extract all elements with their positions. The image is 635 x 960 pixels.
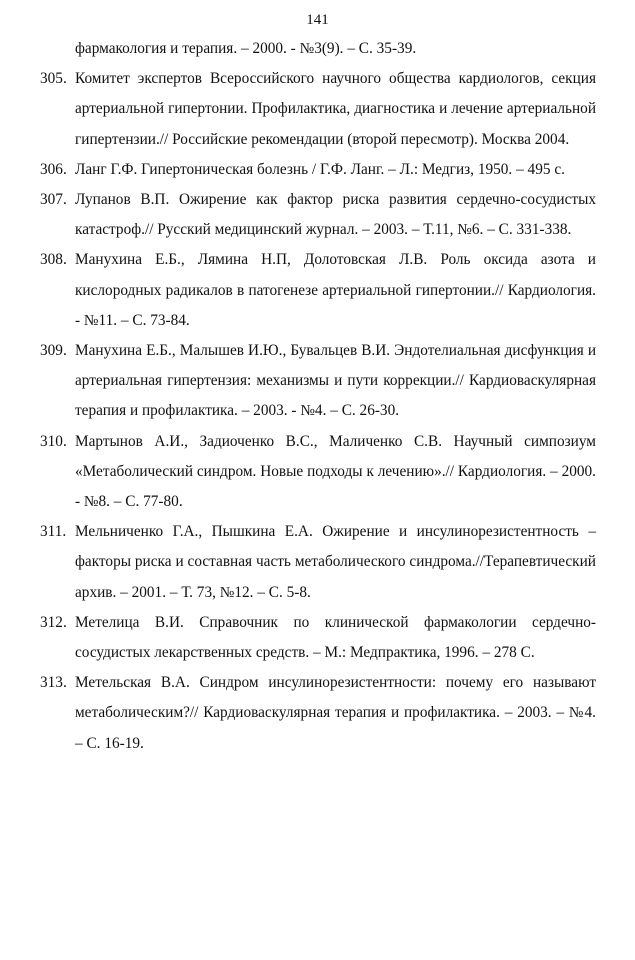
- reference-number: 313.: [40, 674, 67, 692]
- reference-number: 311.: [40, 523, 67, 541]
- reference-number: 312.: [40, 613, 67, 631]
- reference-continuation-text: фармакология и терапия. – 2000. - №3(9). – С. 35-39.: [75, 40, 417, 57]
- reference-text: Лупанов В.П. Ожирение как фактор риска развития сердечно-сосудистых катастроф.// Русский медицинский журнал. – 2003. – Т.11, №6. – С. 331-338.: [75, 191, 596, 239]
- reference-number: 310.: [40, 432, 67, 450]
- reference-text: Манухина Е.Б., Лямина Н.П, Долотовская Л.В. Роль оксида азота и кислородных радикалов в патогенезе артериальной гипертонии.// Кардиология. - №11. – С. 73-84.: [75, 251, 596, 329]
- reference-continuation: [0, 34, 635, 64]
- reference-text: Мельниченко Г.А., Пышкина Е.А. Ожирение и инсулинорезистентность – факторы риска и составная часть метаболического синдрома.//Терапевтический архив. – 2001. – Т. 73, №12. – С. 5-8.: [75, 523, 596, 601]
- reference-310: [0, 427, 635, 518]
- page-number: 141: [306, 12, 329, 28]
- reference-text: Манухина Е.Б., Малышев И.Ю., Бувальцев В.И. Эндотелиальная дисфункция и артериальная гипертензия: механизмы и пути коррекции.// Кардиоваскулярная терапия и профилактика. – 2003. - №4. – С. 26-30.: [75, 342, 596, 420]
- reference-number: 305.: [40, 70, 67, 88]
- reference-number: 307.: [40, 191, 67, 209]
- reference-text: Комитет экспертов Всероссийского научного общества кардиологов, секция артериальной гипертонии. Профилактика, диагностика и лечение артериальной гипертензии.// Российские рекомендации (второй пересмотр). Москва 2004.: [75, 70, 596, 148]
- reference-list: [0, 34, 635, 759]
- reference-305: [0, 64, 635, 155]
- reference-308: [0, 245, 635, 336]
- reference-311: [0, 517, 635, 608]
- reference-text: Ланг Г.Ф. Гипертоническая болезнь / Г.Ф. Ланг. – Л.: Медгиз, 1950. – 495 с.: [75, 160, 565, 178]
- reference-312: [0, 608, 635, 668]
- reference-number: 306.: [40, 160, 67, 178]
- reference-number: 308.: [40, 251, 67, 269]
- reference-text: Метелица В.И. Справочник по клинической фармакологии сердечно-сосудистых лекарственных средств. – М.: Медпрактика, 1996. – 278 С.: [75, 613, 596, 662]
- reference-text: Метельская В.А. Синдром инсулинорезистентности: почему его называют метаболическим?// Кардиоваскулярная терапия и профилактика. – 2003. – №4. – С. 16-19.: [75, 674, 596, 752]
- reference-313: [0, 668, 635, 759]
- reference-number: 309.: [40, 342, 67, 360]
- reference-text: Мартынов А.И., Задиоченко В.С., Маличенко С.В. Научный симпозиум «Метаболический синдром. Новые подходы к лечению».// Кардиология. – 2000. - №8. – С. 77-80.: [75, 432, 596, 511]
- reference-309: [0, 336, 635, 427]
- reference-306: [0, 155, 635, 185]
- reference-307: [0, 185, 635, 245]
